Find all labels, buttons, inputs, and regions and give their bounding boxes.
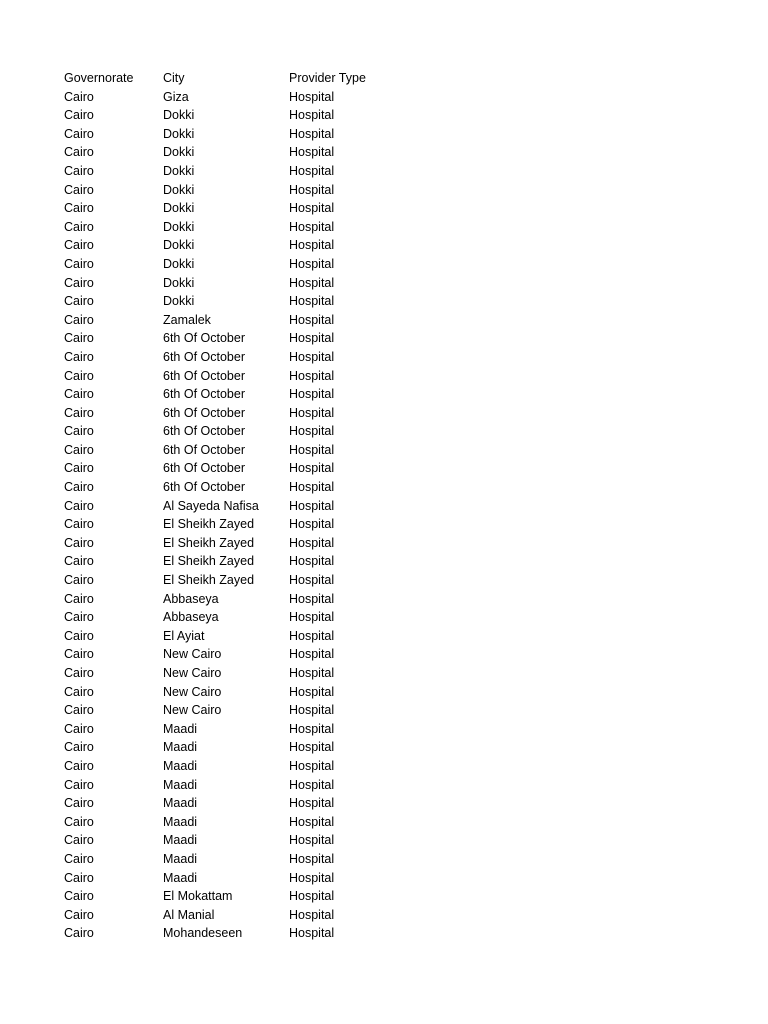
table-row [64,274,409,293]
provider-type-cell: Hospital [289,331,335,346]
table-row [64,367,409,386]
table-row [64,143,409,162]
table-row [64,181,409,200]
city-cell: Maadi [163,758,198,773]
provider-type-cell: Hospital [289,294,335,309]
governorate-cell: Cairo [64,201,94,216]
table-row [64,869,409,888]
provider-type-cell: Hospital [289,796,335,811]
table-header-row [64,69,409,88]
city-cell: 6th Of October [163,461,245,476]
governorate-cell: Cairo [64,758,94,773]
table-row [64,348,409,367]
provider-type-cell: Hospital [289,554,335,569]
table-row [64,459,409,478]
governorate-cell: Cairo [64,219,94,234]
header-city: City [163,71,185,85]
governorate-cell: Cairo [64,870,94,885]
governorate-cell: Cairo [64,368,94,383]
city-cell: 6th Of October [163,442,245,457]
provider-type-cell: Hospital [289,349,335,364]
city-cell: Dokki [163,256,195,271]
governorate-cell: Cairo [64,89,94,104]
governorate-cell: Cairo [64,535,94,550]
table-row [64,813,409,832]
table-row [64,571,409,590]
provider-type-cell: Hospital [289,145,335,160]
city-cell: New Cairo [163,703,222,718]
governorate-cell: Cairo [64,238,94,253]
provider-type-cell: Hospital [289,628,335,643]
table-row [64,738,409,757]
city-cell: Maadi [163,721,198,736]
city-cell: Dokki [163,219,195,234]
governorate-cell: Cairo [64,907,94,922]
city-cell: El Ayiat [163,628,205,643]
provider-type-cell: Hospital [289,684,335,699]
city-cell: El Sheikh Zayed [163,535,255,550]
governorate-cell: Cairo [64,126,94,141]
provider-type-cell: Hospital [289,926,335,941]
governorate-cell: Cairo [64,275,94,290]
table-row [64,478,409,497]
table-row [64,683,409,702]
table-row [64,404,409,423]
provider-type-cell: Hospital [289,424,335,439]
table-row [64,608,409,627]
provider-type-cell: Hospital [289,666,335,680]
provider-type-cell: Hospital [289,126,335,141]
table-body [64,88,409,943]
governorate-cell: Cairo [64,312,94,327]
governorate-cell: Cairo [64,721,94,736]
table-row [64,590,409,609]
governorate-cell: Cairo [64,628,94,643]
provider-type-cell: Hospital [289,610,335,625]
provider-type-cell: Hospital [289,889,335,904]
governorate-cell: Cairo [64,814,94,829]
governorate-cell: Cairo [64,666,94,680]
provider-type-cell: Hospital [289,721,335,736]
city-cell: Dokki [163,108,195,123]
city-cell: Maadi [163,814,198,829]
governorate-cell: Cairo [64,461,94,476]
table-row [64,645,409,664]
city-cell: 6th Of October [163,331,245,346]
table-row [64,255,409,274]
governorate-cell: Cairo [64,163,94,178]
governorate-cell: Cairo [64,498,94,513]
governorate-cell: Cairo [64,851,94,866]
governorate-cell: Cairo [64,294,94,309]
city-cell: Mohandeseen [163,926,243,941]
table-row [64,850,409,869]
city-cell: Dokki [163,163,195,178]
provider-type-cell: Hospital [289,387,335,402]
provider-type-cell: Hospital [289,573,335,588]
table-row [64,329,409,348]
governorate-cell: Cairo [64,703,94,718]
governorate-cell: Cairo [64,777,94,792]
provider-type-cell: Hospital [289,219,335,234]
table-row [64,106,409,125]
table-row [64,831,409,850]
city-cell: El Mokattam [163,889,233,904]
governorate-cell: Cairo [64,647,94,662]
city-cell: Dokki [163,238,195,253]
city-cell: New Cairo [163,684,222,699]
table-row [64,422,409,441]
provider-type-cell: Hospital [289,814,335,829]
city-cell: El Sheikh Zayed [163,573,255,588]
table-row [64,497,409,516]
provider-type-cell: Hospital [289,201,335,216]
provider-type-cell: Hospital [289,461,335,476]
city-cell: Maadi [163,851,198,866]
city-cell: 6th Of October [163,387,245,402]
provider-type-cell: Hospital [289,703,335,718]
governorate-cell: Cairo [64,926,94,941]
provider-type-cell: Hospital [289,312,335,327]
governorate-cell: Cairo [64,833,94,848]
city-cell: 6th Of October [163,424,245,439]
provider-type-cell: Hospital [289,108,335,123]
city-cell: Abbaseya [163,591,219,606]
table-row [64,311,409,330]
table-row [64,385,409,404]
city-cell: 6th Of October [163,405,245,420]
city-cell: Dokki [163,275,195,290]
table-row [64,534,409,553]
governorate-cell: Cairo [64,424,94,439]
governorate-cell: Cairo [64,405,94,420]
provider-type-cell: Hospital [289,851,335,866]
governorate-cell: Cairo [64,349,94,364]
city-cell: 6th Of October [163,349,245,364]
provider-type-cell: Hospital [289,777,335,792]
provider-type-cell: Hospital [289,368,335,383]
city-cell: 6th Of October [163,368,245,383]
provider-type-cell: Hospital [289,275,335,290]
header-provider-type: Provider Type [289,71,366,85]
city-cell: Dokki [163,201,195,216]
provider-type-cell: Hospital [289,182,335,197]
provider-type-cell: Hospital [289,163,335,178]
provider-type-cell: Hospital [289,907,335,922]
provider-type-cell: Hospital [289,535,335,550]
provider-type-cell: Hospital [289,591,335,606]
header-governorate: Governorate [64,71,134,85]
city-cell: New Cairo [163,666,222,680]
governorate-cell: Cairo [64,182,94,197]
table-row [64,720,409,739]
governorate-cell: Cairo [64,573,94,588]
governorate-cell: Cairo [64,331,94,346]
city-cell: Dokki [163,145,195,160]
governorate-cell: Cairo [64,256,94,271]
governorate-cell: Cairo [64,480,94,495]
table-row [64,162,409,181]
table-row [64,627,409,646]
table-row [64,664,409,683]
table-row [64,515,409,534]
table-row [64,776,409,795]
table-row [64,887,409,906]
table-row [64,924,409,943]
governorate-cell: Cairo [64,145,94,160]
provider-type-cell: Hospital [289,833,335,848]
table-row [64,794,409,813]
city-cell: Al Manial [163,907,215,922]
city-cell: Maadi [163,777,198,792]
city-cell: 6th Of October [163,480,245,495]
table-row [64,757,409,776]
provider-type-cell: Hospital [289,89,335,104]
city-cell: Dokki [163,182,195,197]
provider-type-cell: Hospital [289,758,335,773]
governorate-cell: Cairo [64,796,94,811]
governorate-cell: Cairo [64,108,94,123]
city-cell: Maadi [163,833,198,848]
governorate-cell: Cairo [64,387,94,402]
table-row [64,441,409,460]
city-cell: Giza [163,89,189,104]
city-cell: Dokki [163,294,195,309]
city-cell: Maadi [163,740,198,755]
provider-type-cell: Hospital [289,238,335,253]
table-row [64,88,409,107]
governorate-cell: Cairo [64,517,94,532]
governorate-cell: Cairo [64,684,94,699]
table-row [64,906,409,925]
table-row [64,218,409,237]
city-cell: El Sheikh Zayed [163,554,255,569]
governorate-cell: Cairo [64,554,94,569]
table-row [64,292,409,311]
table-row [64,701,409,720]
city-cell: New Cairo [163,647,222,662]
table-row [64,236,409,255]
city-cell: Al Sayeda Nafisa [163,498,259,513]
provider-type-cell: Hospital [289,256,335,271]
governorate-cell: Cairo [64,591,94,606]
city-cell: Abbaseya [163,610,219,625]
table-row [64,125,409,144]
provider-type-cell: Hospital [289,480,335,495]
city-cell: Dokki [163,126,195,141]
provider-type-cell: Hospital [289,498,335,513]
governorate-cell: Cairo [64,442,94,457]
city-cell: El Sheikh Zayed [163,517,255,532]
provider-type-cell: Hospital [289,740,335,755]
governorate-cell: Cairo [64,610,94,625]
city-cell: Maadi [163,796,198,811]
table-row [64,552,409,571]
provider-type-cell: Hospital [289,405,335,420]
provider-table [64,69,409,943]
city-cell: Zamalek [163,312,211,327]
provider-type-cell: Hospital [289,870,335,885]
provider-type-cell: Hospital [289,442,335,457]
governorate-cell: Cairo [64,889,94,904]
table-row [64,199,409,218]
city-cell: Maadi [163,870,198,885]
provider-type-cell: Hospital [289,517,335,532]
provider-type-cell: Hospital [289,647,335,662]
governorate-cell: Cairo [64,740,94,755]
